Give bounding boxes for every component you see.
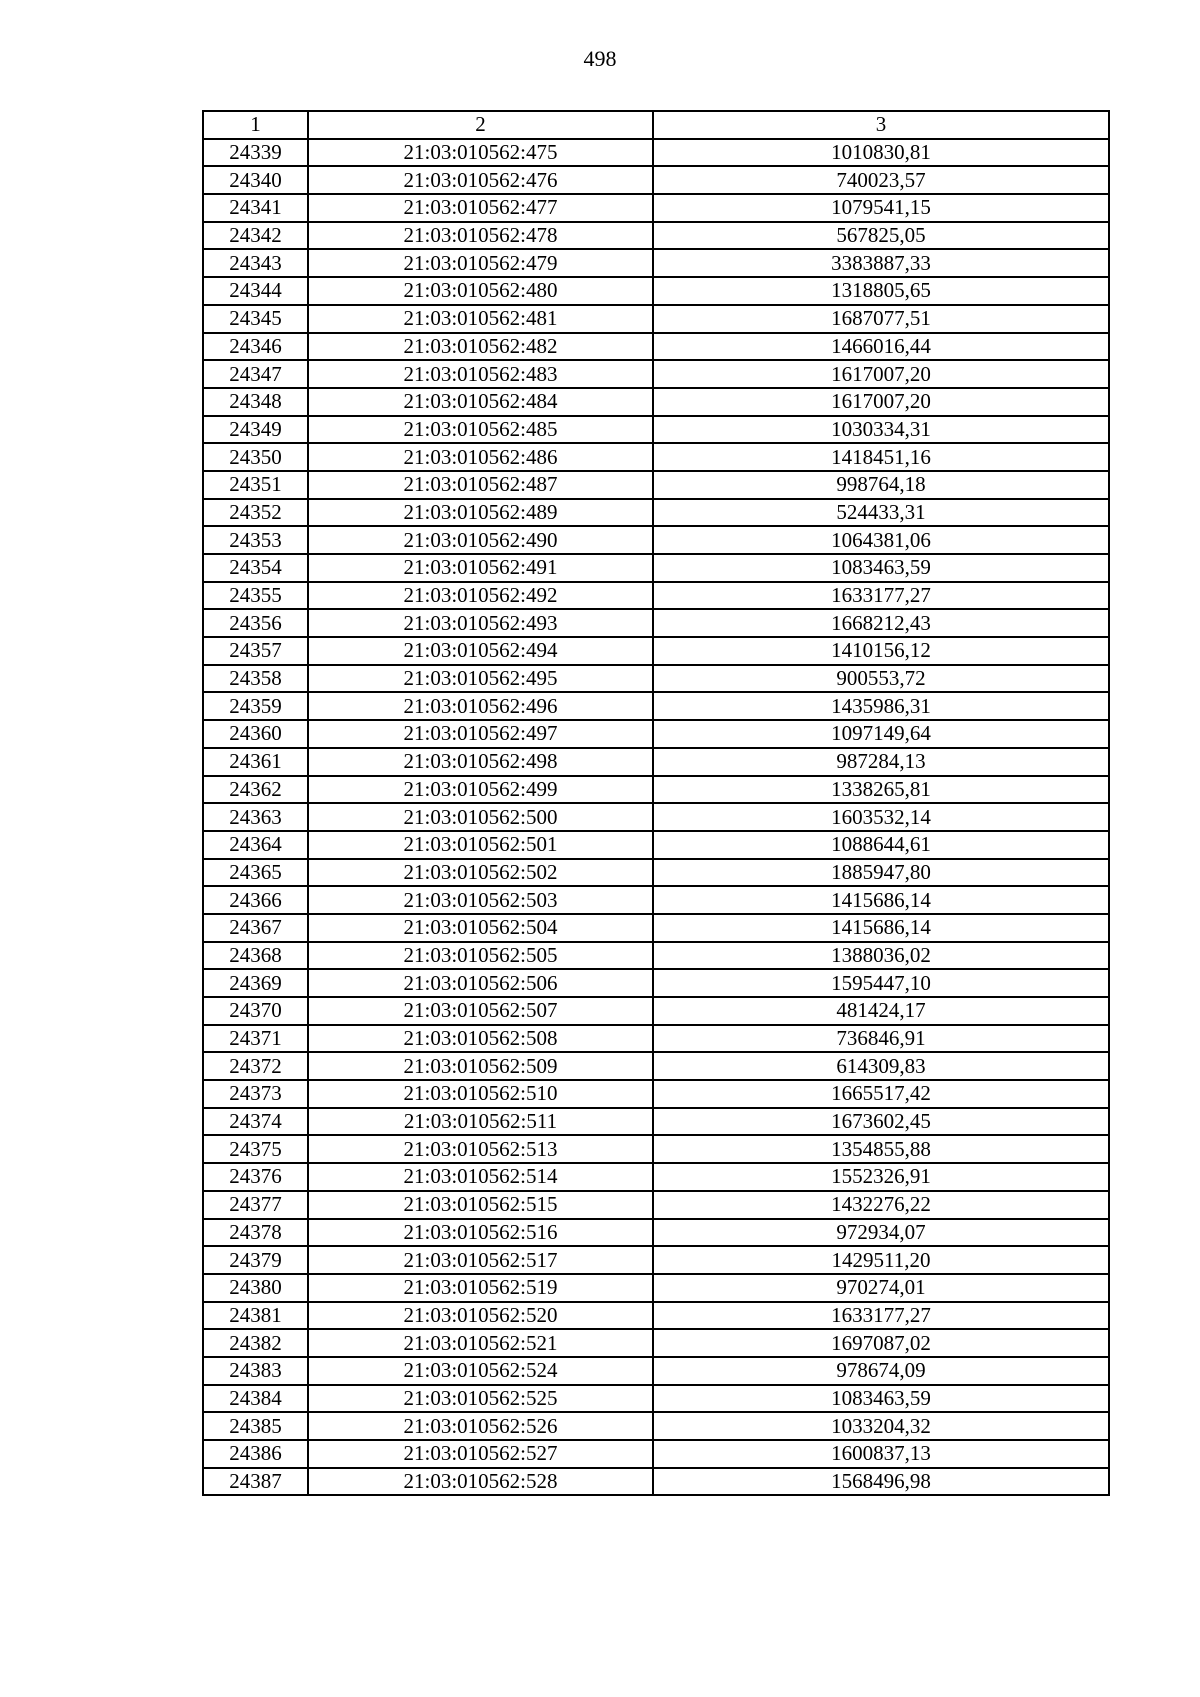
table-row bbox=[203, 249, 1109, 277]
table-row bbox=[203, 803, 1109, 831]
row-number-cell: 24378 bbox=[203, 1219, 308, 1247]
cadastral-number-cell: 21:03:010562:489 bbox=[308, 499, 653, 527]
row-number-cell: 24374 bbox=[203, 1108, 308, 1136]
row-number-cell: 24387 bbox=[203, 1468, 308, 1496]
cadastral-number-cell: 21:03:010562:507 bbox=[308, 997, 653, 1025]
cadastral-number-cell: 21:03:010562:478 bbox=[308, 222, 653, 250]
cadastral-number-cell: 21:03:010562:485 bbox=[308, 416, 653, 444]
row-number-cell: 24384 bbox=[203, 1385, 308, 1413]
row-number-cell: 24367 bbox=[203, 914, 308, 942]
table-row bbox=[203, 443, 1109, 471]
cadastral-value-cell: 1617007,20 bbox=[653, 360, 1109, 388]
cadastral-value-cell: 524433,31 bbox=[653, 499, 1109, 527]
cadastral-number-cell: 21:03:010562:514 bbox=[308, 1163, 653, 1191]
row-number-cell: 24369 bbox=[203, 969, 308, 997]
row-number-cell: 24381 bbox=[203, 1302, 308, 1330]
cadastral-value-cell: 1435986,31 bbox=[653, 692, 1109, 720]
cadastral-number-cell: 21:03:010562:511 bbox=[308, 1108, 653, 1136]
table-row bbox=[203, 997, 1109, 1025]
cadastral-value-cell: 1697087,02 bbox=[653, 1329, 1109, 1357]
row-number-cell: 24357 bbox=[203, 637, 308, 665]
row-number-cell: 24371 bbox=[203, 1025, 308, 1053]
cadastral-value-cell: 740023,57 bbox=[653, 166, 1109, 194]
cadastral-number-cell: 21:03:010562:496 bbox=[308, 692, 653, 720]
cadastral-number-cell: 21:03:010562:505 bbox=[308, 942, 653, 970]
row-number-cell: 24383 bbox=[203, 1357, 308, 1385]
table-row bbox=[203, 1302, 1109, 1330]
row-number-cell: 24373 bbox=[203, 1080, 308, 1108]
table-row bbox=[203, 1329, 1109, 1357]
table-row bbox=[203, 1135, 1109, 1163]
row-number-cell: 24365 bbox=[203, 859, 308, 887]
table-row bbox=[203, 333, 1109, 361]
cadastral-value-cell: 1466016,44 bbox=[653, 333, 1109, 361]
table-row bbox=[203, 969, 1109, 997]
table-row bbox=[203, 1468, 1109, 1496]
row-number-cell: 24363 bbox=[203, 803, 308, 831]
table-row bbox=[203, 942, 1109, 970]
cadastral-number-cell: 21:03:010562:490 bbox=[308, 526, 653, 554]
cadastral-number-cell: 21:03:010562:527 bbox=[308, 1440, 653, 1468]
row-number-cell: 24375 bbox=[203, 1135, 308, 1163]
table-row bbox=[203, 886, 1109, 914]
cadastral-number-cell: 21:03:010562:521 bbox=[308, 1329, 653, 1357]
cadastral-value-cell: 1633177,27 bbox=[653, 1302, 1109, 1330]
table-row bbox=[203, 582, 1109, 610]
cadastral-value-cell: 972934,07 bbox=[653, 1219, 1109, 1247]
row-number-cell: 24345 bbox=[203, 305, 308, 333]
cadastral-value-cell: 1595447,10 bbox=[653, 969, 1109, 997]
cadastral-value-cell: 1429511,20 bbox=[653, 1246, 1109, 1274]
cadastral-value-cell: 1568496,98 bbox=[653, 1468, 1109, 1496]
cadastral-value-cell: 1064381,06 bbox=[653, 526, 1109, 554]
row-number-cell: 24356 bbox=[203, 609, 308, 637]
cadastral-value-cell: 1415686,14 bbox=[653, 886, 1109, 914]
cadastral-number-cell: 21:03:010562:481 bbox=[308, 305, 653, 333]
table-row bbox=[203, 1052, 1109, 1080]
cadastral-number-cell: 21:03:010562:517 bbox=[308, 1246, 653, 1274]
cadastral-number-cell: 21:03:010562:498 bbox=[308, 748, 653, 776]
cadastral-number-cell: 21:03:010562:524 bbox=[308, 1357, 653, 1385]
cadastral-value-cell: 987284,13 bbox=[653, 748, 1109, 776]
cadastral-value-cell: 1097149,64 bbox=[653, 720, 1109, 748]
cadastral-value-cell: 1885947,80 bbox=[653, 859, 1109, 887]
cadastral-value-cell: 970274,01 bbox=[653, 1274, 1109, 1302]
table-row bbox=[203, 637, 1109, 665]
cadastral-value-cell: 1083463,59 bbox=[653, 554, 1109, 582]
cadastral-value-cell: 1083463,59 bbox=[653, 1385, 1109, 1413]
row-number-cell: 24349 bbox=[203, 416, 308, 444]
cadastral-number-cell: 21:03:010562:494 bbox=[308, 637, 653, 665]
cadastral-number-cell: 21:03:010562:500 bbox=[308, 803, 653, 831]
table-row bbox=[203, 831, 1109, 859]
row-number-cell: 24360 bbox=[203, 720, 308, 748]
table-row bbox=[203, 471, 1109, 499]
table-row bbox=[203, 1246, 1109, 1274]
table-row bbox=[203, 222, 1109, 250]
row-number-cell: 24353 bbox=[203, 526, 308, 554]
row-number-cell: 24359 bbox=[203, 692, 308, 720]
row-number-cell: 24385 bbox=[203, 1412, 308, 1440]
cadastral-number-cell: 21:03:010562:526 bbox=[308, 1412, 653, 1440]
cadastral-value-cell: 1552326,91 bbox=[653, 1163, 1109, 1191]
cadastral-value-cell: 1617007,20 bbox=[653, 388, 1109, 416]
row-number-cell: 24382 bbox=[203, 1329, 308, 1357]
cadastral-number-cell: 21:03:010562:515 bbox=[308, 1191, 653, 1219]
row-number-cell: 24344 bbox=[203, 277, 308, 305]
row-number-cell: 24370 bbox=[203, 997, 308, 1025]
page-number: 498 bbox=[583, 46, 617, 71]
cadastral-value-cell: 1415686,14 bbox=[653, 914, 1109, 942]
cadastral-number-cell: 21:03:010562:476 bbox=[308, 166, 653, 194]
cadastral-number-cell: 21:03:010562:491 bbox=[308, 554, 653, 582]
table-row bbox=[203, 665, 1109, 693]
cadastral-number-cell: 21:03:010562:484 bbox=[308, 388, 653, 416]
cadastral-value-cell: 1603532,14 bbox=[653, 803, 1109, 831]
cadastral-value-cell: 567825,05 bbox=[653, 222, 1109, 250]
row-number-cell: 24362 bbox=[203, 776, 308, 804]
table-row bbox=[203, 194, 1109, 222]
row-number-cell: 24346 bbox=[203, 333, 308, 361]
cadastral-number-cell: 21:03:010562:510 bbox=[308, 1080, 653, 1108]
cadastral-number-cell: 21:03:010562:506 bbox=[308, 969, 653, 997]
table-row bbox=[203, 914, 1109, 942]
cadastral-value-cell: 1354855,88 bbox=[653, 1135, 1109, 1163]
cadastral-value-cell: 1665517,42 bbox=[653, 1080, 1109, 1108]
row-number-cell: 24341 bbox=[203, 194, 308, 222]
table-row bbox=[203, 1163, 1109, 1191]
row-number-cell: 24348 bbox=[203, 388, 308, 416]
cadastral-number-cell: 21:03:010562:513 bbox=[308, 1135, 653, 1163]
cadastral-number-cell: 21:03:010562:493 bbox=[308, 609, 653, 637]
table-body bbox=[203, 139, 1109, 1496]
cadastral-value-cell: 1668212,43 bbox=[653, 609, 1109, 637]
cadastral-number-cell: 21:03:010562:475 bbox=[308, 139, 653, 167]
cadastral-number-cell: 21:03:010562:483 bbox=[308, 360, 653, 388]
row-number-cell: 24377 bbox=[203, 1191, 308, 1219]
cadastral-number-cell: 21:03:010562:482 bbox=[308, 333, 653, 361]
cadastral-number-cell: 21:03:010562:497 bbox=[308, 720, 653, 748]
row-number-cell: 24380 bbox=[203, 1274, 308, 1302]
table-row bbox=[203, 526, 1109, 554]
cadastral-number-cell: 21:03:010562:509 bbox=[308, 1052, 653, 1080]
table-row bbox=[203, 1025, 1109, 1053]
table-row bbox=[203, 360, 1109, 388]
row-number-cell: 24368 bbox=[203, 942, 308, 970]
column-header-1: 1 bbox=[203, 111, 308, 139]
cadastral-value-cell: 1388036,02 bbox=[653, 942, 1109, 970]
table-row bbox=[203, 166, 1109, 194]
table-row bbox=[203, 1219, 1109, 1247]
row-number-cell: 24361 bbox=[203, 748, 308, 776]
table-row bbox=[203, 1274, 1109, 1302]
table-row bbox=[203, 499, 1109, 527]
cadastral-number-cell: 21:03:010562:516 bbox=[308, 1219, 653, 1247]
cadastral-value-cell: 1633177,27 bbox=[653, 582, 1109, 610]
row-number-cell: 24342 bbox=[203, 222, 308, 250]
table-row bbox=[203, 1385, 1109, 1413]
cadastral-number-cell: 21:03:010562:495 bbox=[308, 665, 653, 693]
cadastral-value-cell: 1079541,15 bbox=[653, 194, 1109, 222]
table-row bbox=[203, 305, 1109, 333]
table-row bbox=[203, 388, 1109, 416]
row-number-cell: 24347 bbox=[203, 360, 308, 388]
cadastral-value-cell: 900553,72 bbox=[653, 665, 1109, 693]
cadastral-number-cell: 21:03:010562:520 bbox=[308, 1302, 653, 1330]
row-number-cell: 24339 bbox=[203, 139, 308, 167]
cadastral-value-cell: 1600837,13 bbox=[653, 1440, 1109, 1468]
cadastral-value-table bbox=[202, 110, 1110, 1496]
table-row bbox=[203, 859, 1109, 887]
cadastral-number-cell: 21:03:010562:499 bbox=[308, 776, 653, 804]
row-number-cell: 24376 bbox=[203, 1163, 308, 1191]
cadastral-value-cell: 1418451,16 bbox=[653, 443, 1109, 471]
row-number-cell: 24352 bbox=[203, 499, 308, 527]
cadastral-number-cell: 21:03:010562:501 bbox=[308, 831, 653, 859]
cadastral-value-cell: 1088644,61 bbox=[653, 831, 1109, 859]
table-row bbox=[203, 1440, 1109, 1468]
cadastral-value-cell: 1318805,65 bbox=[653, 277, 1109, 305]
cadastral-value-cell: 1673602,45 bbox=[653, 1108, 1109, 1136]
row-number-cell: 24355 bbox=[203, 582, 308, 610]
cadastral-value-cell: 1338265,81 bbox=[653, 776, 1109, 804]
cadastral-number-cell: 21:03:010562:479 bbox=[308, 249, 653, 277]
row-number-cell: 24386 bbox=[203, 1440, 308, 1468]
table-row bbox=[203, 277, 1109, 305]
row-number-cell: 24340 bbox=[203, 166, 308, 194]
column-header-3: 3 bbox=[653, 111, 1109, 139]
cadastral-value-cell: 1687077,51 bbox=[653, 305, 1109, 333]
cadastral-value-cell: 1010830,81 bbox=[653, 139, 1109, 167]
cadastral-value-cell: 1410156,12 bbox=[653, 637, 1109, 665]
cadastral-number-cell: 21:03:010562:492 bbox=[308, 582, 653, 610]
cadastral-value-cell: 1033204,32 bbox=[653, 1412, 1109, 1440]
cadastral-value-cell: 1030334,31 bbox=[653, 416, 1109, 444]
cadastral-number-cell: 21:03:010562:519 bbox=[308, 1274, 653, 1302]
cadastral-number-cell: 21:03:010562:525 bbox=[308, 1385, 653, 1413]
table-row bbox=[203, 139, 1109, 167]
cadastral-value-cell: 736846,91 bbox=[653, 1025, 1109, 1053]
cadastral-number-cell: 21:03:010562:480 bbox=[308, 277, 653, 305]
row-number-cell: 24351 bbox=[203, 471, 308, 499]
cadastral-number-cell: 21:03:010562:477 bbox=[308, 194, 653, 222]
table-row bbox=[203, 720, 1109, 748]
table-row bbox=[203, 1412, 1109, 1440]
column-header-2: 2 bbox=[308, 111, 653, 139]
table-row bbox=[203, 1080, 1109, 1108]
row-number-cell: 24343 bbox=[203, 249, 308, 277]
header-row bbox=[203, 111, 1109, 139]
cadastral-number-cell: 21:03:010562:502 bbox=[308, 859, 653, 887]
cadastral-value-cell: 1432276,22 bbox=[653, 1191, 1109, 1219]
row-number-cell: 24354 bbox=[203, 554, 308, 582]
cadastral-number-cell: 21:03:010562:528 bbox=[308, 1468, 653, 1496]
cadastral-number-cell: 21:03:010562:508 bbox=[308, 1025, 653, 1053]
cadastral-value-cell: 614309,83 bbox=[653, 1052, 1109, 1080]
row-number-cell: 24366 bbox=[203, 886, 308, 914]
table-row bbox=[203, 416, 1109, 444]
row-number-cell: 24358 bbox=[203, 665, 308, 693]
table-row bbox=[203, 1357, 1109, 1385]
cadastral-number-cell: 21:03:010562:486 bbox=[308, 443, 653, 471]
table-row bbox=[203, 554, 1109, 582]
table-row bbox=[203, 609, 1109, 637]
table-row bbox=[203, 1108, 1109, 1136]
table-row bbox=[203, 748, 1109, 776]
cadastral-value-cell: 978674,09 bbox=[653, 1357, 1109, 1385]
cadastral-value-cell: 998764,18 bbox=[653, 471, 1109, 499]
row-number-cell: 24350 bbox=[203, 443, 308, 471]
row-number-cell: 24372 bbox=[203, 1052, 308, 1080]
cadastral-value-cell: 481424,17 bbox=[653, 997, 1109, 1025]
table-row bbox=[203, 776, 1109, 804]
cadastral-number-cell: 21:03:010562:504 bbox=[308, 914, 653, 942]
table-row bbox=[203, 692, 1109, 720]
cadastral-value-cell: 3383887,33 bbox=[653, 249, 1109, 277]
table-row bbox=[203, 1191, 1109, 1219]
row-number-cell: 24379 bbox=[203, 1246, 308, 1274]
cadastral-number-cell: 21:03:010562:487 bbox=[308, 471, 653, 499]
cadastral-number-cell: 21:03:010562:503 bbox=[308, 886, 653, 914]
row-number-cell: 24364 bbox=[203, 831, 308, 859]
